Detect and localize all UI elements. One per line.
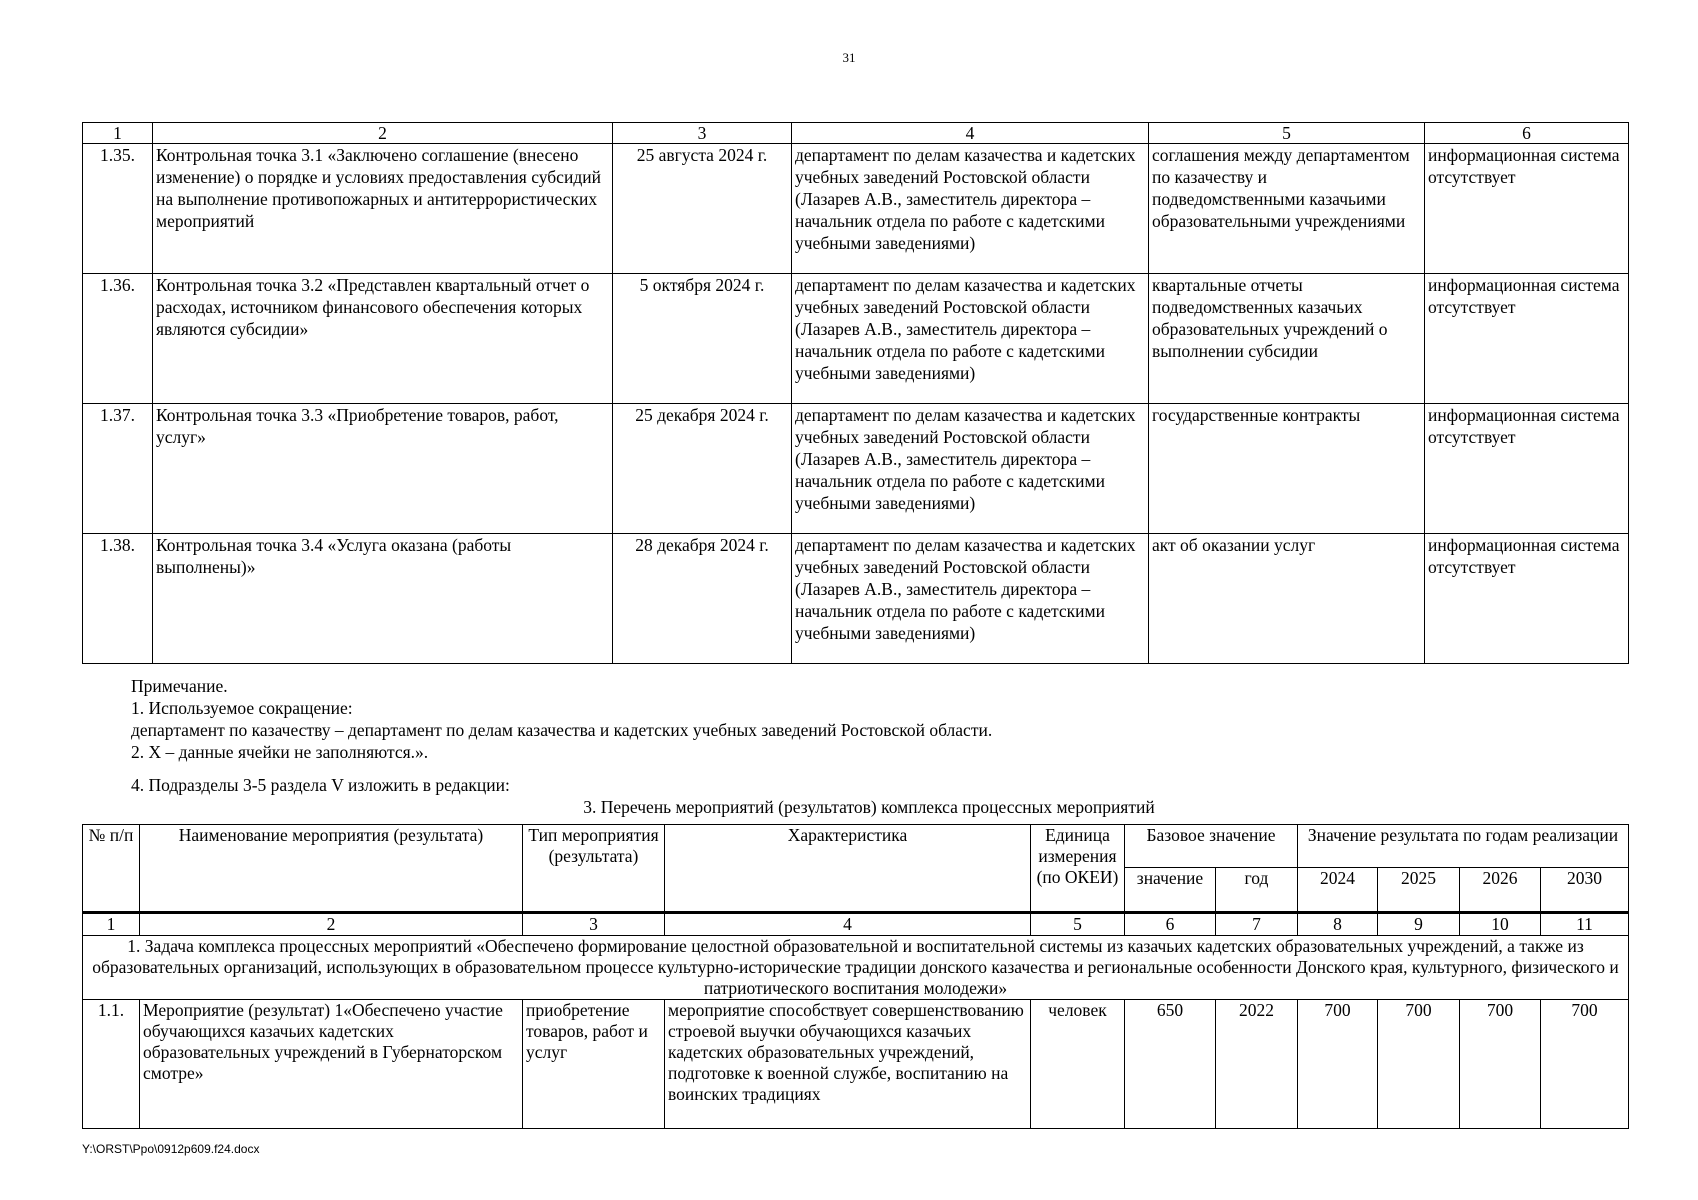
confirming-document: акт об оказании услуг (1149, 534, 1425, 664)
table-row (83, 534, 1629, 664)
control-point-date: 25 августа 2024 г. (613, 144, 792, 274)
responsible-executor: департамент по делам казачества и кадетских учебных заведений Ростовской области (Лазарев А.В., заместитель директора – начальник отдела по работе с кадетскими учебными заведениями) (792, 274, 1149, 404)
year-value: 700 (1541, 1000, 1629, 1129)
header-cell: 6 (1425, 123, 1629, 144)
column-number: 6 (1125, 913, 1216, 936)
column-number: 2 (140, 913, 523, 936)
information-system: информационная система отсутствует (1425, 144, 1629, 274)
information-system: информационная система отсутствует (1425, 274, 1629, 404)
notes-title: Примечание. (131, 676, 228, 696)
year-value: 700 (1460, 1000, 1541, 1129)
header-name: Наименование мероприятия (результата) (140, 825, 523, 913)
activities-table (82, 824, 1629, 1129)
control-point-name: Контрольная точка 3.2 «Представлен квартальный отчет о расходах, источником финансового обеспечения которых являются субсидии» (153, 274, 613, 404)
control-point-date: 25 декабря 2024 г. (613, 404, 792, 534)
column-number: 4 (665, 913, 1031, 936)
header-base: Базовое значение (1125, 825, 1298, 868)
confirming-document: соглашения между департаментом по казачеству и подведомственными казачьими образовательными учреждениями (1149, 144, 1425, 274)
header-unit: Единица измерения (по ОКЕИ) (1031, 825, 1125, 913)
base-value: 650 (1125, 1000, 1216, 1129)
table-header-row (83, 825, 1629, 868)
row-number: 1.36. (83, 274, 153, 404)
row-number: 1.35. (83, 144, 153, 274)
control-point-date: 28 декабря 2024 г. (613, 534, 792, 664)
header-base-year: год (1216, 868, 1298, 913)
confirming-document: квартальные отчеты подведомственных казачьих образовательных учреждений о выполнении субсидии (1149, 274, 1425, 404)
header-year: 2025 (1378, 868, 1460, 913)
column-number: 10 (1460, 913, 1541, 936)
confirming-document: государственные контракты (1149, 404, 1425, 534)
header-cell: 1 (83, 123, 153, 144)
column-number: 5 (1031, 913, 1125, 936)
control-point-name: Контрольная точка 3.4 «Услуга оказана (работы выполнены)» (153, 534, 613, 664)
column-number: 8 (1298, 913, 1378, 936)
information-system: информационная система отсутствует (1425, 534, 1629, 664)
activity-type: приобретение товаров, работ и услуг (523, 1000, 665, 1129)
activity-characteristic: мероприятие способствует совершенствованию строевой выучки обучающихся казачьих кадетских образовательных учреждений, подготовке к военной службе, воспитанию на воинских традициях (665, 1000, 1031, 1129)
year-value: 700 (1298, 1000, 1378, 1129)
activity-name: Мероприятие (результат) 1«Обеспечено участие обучающихся казачьих кадетских образовательных учреждений в Губернаторском смотре» (140, 1000, 523, 1129)
responsible-executor: департамент по делам казачества и кадетских учебных заведений Ростовской области (Лазарев А.В., заместитель директора – начальник отдела по работе с кадетскими учебными заведениями) (792, 144, 1149, 274)
header-year: 2030 (1541, 868, 1629, 913)
notes-block (131, 675, 992, 763)
unit-of-measure: человек (1031, 1000, 1125, 1129)
column-number: 11 (1541, 913, 1629, 936)
column-number: 1 (83, 913, 140, 936)
year-value: 700 (1378, 1000, 1460, 1129)
header-cell: 2 (153, 123, 613, 144)
table-row (83, 274, 1629, 404)
header-year: 2026 (1460, 868, 1541, 913)
header-base-value: значение (1125, 868, 1216, 913)
column-number: 3 (523, 913, 665, 936)
column-number: 7 (1216, 913, 1298, 936)
control-point-name: Контрольная точка 3.1 «Заключено соглашение (внесено изменение) о порядке и условиях предоставления субсидий на выполнение противопожарных и антитеррористических мероприятий (153, 144, 613, 274)
row-number: 1.37. (83, 404, 153, 534)
notes-line: 2. Х – данные ячейки не заполняются.». (131, 742, 429, 762)
section-title: 3. Перечень мероприятий (результатов) комплекса процессных мероприятий (583, 797, 1155, 817)
header-cell: 5 (1149, 123, 1425, 144)
information-system: информационная система отсутствует (1425, 404, 1629, 534)
column-number-row (83, 913, 1629, 936)
header-num: № п/п (83, 825, 140, 913)
responsible-executor: департамент по делам казачества и кадетских учебных заведений Ростовской области (Лазарев А.В., заместитель директора – начальник отдела по работе с кадетскими учебными заведениями) (792, 404, 1149, 534)
control-points-table (82, 122, 1629, 664)
table-row (83, 404, 1629, 534)
header-year: 2024 (1298, 868, 1378, 913)
base-year: 2022 (1216, 1000, 1298, 1129)
notes-line: 1. Используемое сокращение: (131, 698, 353, 718)
header-characteristic: Характеристика (665, 825, 1031, 913)
column-number: 9 (1378, 913, 1460, 936)
notes-line: департамент по казачеству – департамент по делам казачества и кадетских учебных заведений Ростовской области. (131, 720, 993, 740)
table-row (83, 1000, 1629, 1129)
page-number: 31 (842, 50, 856, 65)
file-path-footer: Y:\ORST\Ppo\0912p609.f24.docx (82, 1142, 260, 1156)
amendment-instruction: 4. Подразделы 3-5 раздела V изложить в редакции: (131, 775, 510, 795)
task-description: 1. Задача комплекса процессных мероприятий «Обеспечено формирование целостной образовательной и воспитательной системы из казачьих кадетских образовательных учреждений, а также из образовательных организаций, использующих в образовательном процессе культурно-исторические традиции донского казачества и региональные особенности Донского края, культурного, физического и патриотического воспитания молодежи» (83, 936, 1629, 1000)
control-point-name: Контрольная точка 3.3 «Приобретение товаров, работ, услуг» (153, 404, 613, 534)
table-row (83, 144, 1629, 274)
row-number: 1.38. (83, 534, 153, 664)
header-result: Значение результата по годам реализации (1298, 825, 1629, 868)
table-header-row (83, 123, 1629, 144)
row-number: 1.1. (83, 1000, 140, 1129)
control-point-date: 5 октября 2024 г. (613, 274, 792, 404)
header-type: Тип мероприятия (результата) (523, 825, 665, 913)
task-row (83, 936, 1629, 1000)
header-cell: 3 (613, 123, 792, 144)
header-cell: 4 (792, 123, 1149, 144)
responsible-executor: департамент по делам казачества и кадетских учебных заведений Ростовской области (Лазарев А.В., заместитель директора – начальник отдела по работе с кадетскими учебными заведениями) (792, 534, 1149, 664)
